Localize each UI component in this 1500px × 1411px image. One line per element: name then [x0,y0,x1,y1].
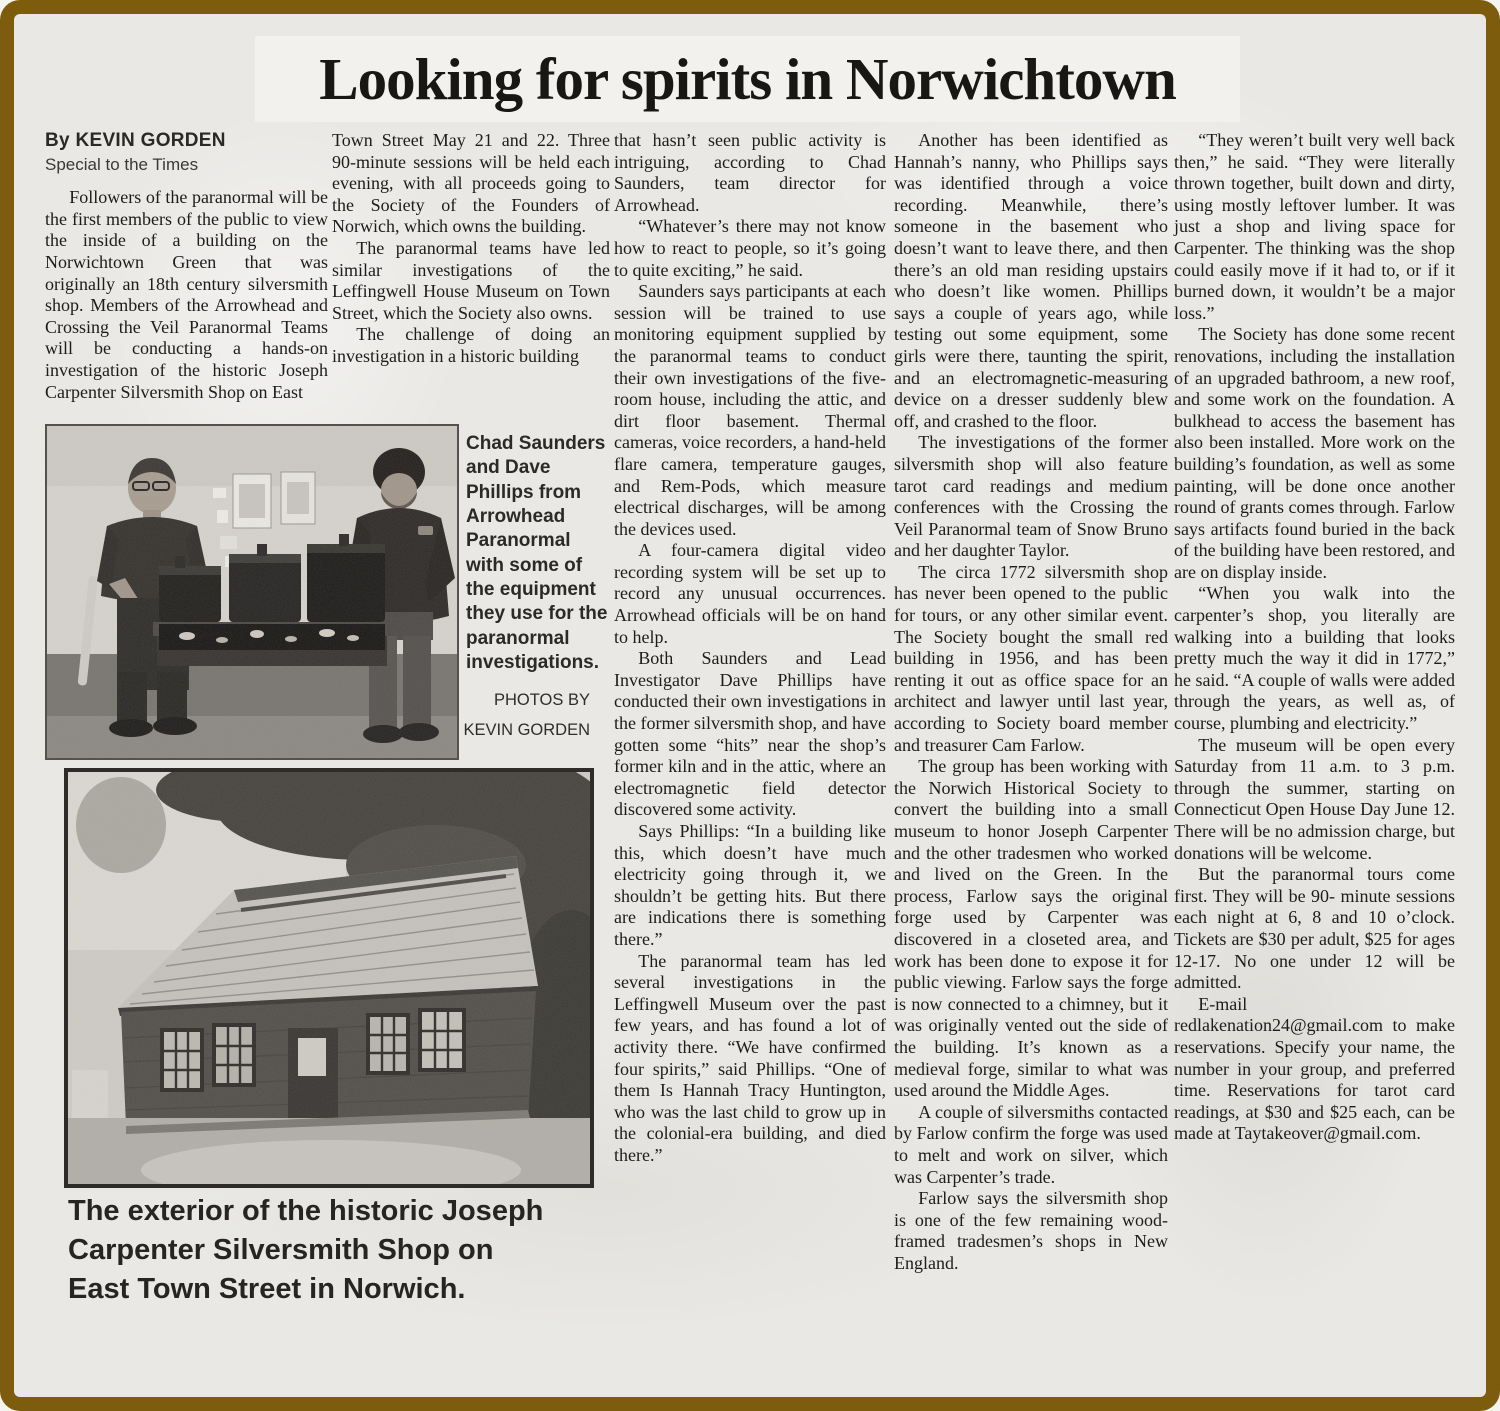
article-paragraph: The Society has done some recent renovations, including the installation of an upgraded bathroom, a new roof, and some work on the foundation. A bulkhead to access the basement has also been installed. More work on the building’s foundation, as well as some painting, will be done once another round of grants comes through. Farlow says artifacts found buried in the back of the building have been restored, and are on display inside. [1174,324,1455,582]
article-paragraph: The paranormal teams have led similar investigations of the Leffingwell House Museum on Town Street, which the Society also owns. [332,237,610,323]
article-paragraph: The challenge of doing an investigation in a historic building [332,324,610,366]
byline-author: By KEVIN GORDEN [45,130,226,151]
article-paragraph: The group has been working with the Norwich Historical Society to convert the building into a small museum to honor Joseph Carpenter and the other tradesmen who worked and lived on the Green. In the process, Farlow says the original forge used by Carpenter was discovered in a closeted area, and work has been done to expose it for public viewing. Farlow says the forge is now connected to a chimney, but it was originally vented out the side of the building. It’s known as a medieval forge, similar to what was used around the Middle Ages. [894,756,1168,1101]
article-paragraph: The circa 1772 silversmith shop has never been opened to the public for tours, or any other similar event. The Society bought the small red building in 1956, and has been renting it out as office space for an architect and lawyer until last year, according to Society board member and treasurer Cam Farlow. [894,561,1168,755]
article-paragraph: Saunders says participants at each session will be trained to use monitoring equipment supplied by the paranormal teams to conduct their own investigations of the five-room house, including the attic, and dirt floor basement. Thermal cameras, voice recorders, a hand-held flare camera, temperature gauges, and Rem-Pods, which measure electrical discharges, will be among the devices used. [614,281,886,539]
article-paragraph: The investigations of the former silversmith shop will also feature tarot card readings and medium conferences with the Crossing the Veil Paranormal team of Snow Bruno and her daughter Taylor. [894,432,1168,561]
article-paragraph: Followers of the paranormal will be the first members of the public to view the inside of a building on the Norwichtown Green that was originally an 18th century silversmith shop. Members of the Arrowhead and Crossing the Veil Paranormal Teams will be conducting a hands-on investigation of the historic Joseph Carpenter Silversmith Shop on East [45,187,328,402]
article-paragraph: The museum will be open every Saturday from 11 a.m. to 3 p.m. through the summer, starting on Connecticut Open House Day June 12. There will be no admission charge, but donations will be welcome. [1174,734,1455,863]
article-paragraph: Town Street May 21 and 22. Three 90-minute sessions will be held each evening, with all proceeds going to the Society of the Founders of Norwich, which owns the building. [332,130,610,237]
column-5-text [1174,130,1455,1145]
article-column-5 [1174,130,1455,1145]
article-column-1 [45,130,328,403]
column-2-text [332,130,610,368]
headline-strip [255,36,1240,122]
column-3-text [614,130,886,1167]
article-paragraph: “Whatever’s there may not know how to react to people, so it’s going to quite exciting,” he said. [614,216,886,280]
article-paragraph: that hasn’t seen public activity is intriguing, according to Chad Saunders, team director for Arrowhead. [614,130,886,215]
article-paragraph: A four-camera digital video recording system will be set up to record any unusual occurrences. Arrowhead officials will be on hand to help. [614,540,886,647]
article-column-4 [894,130,1168,1274]
article-paragraph: Another has been identified as Hannah’s nanny, who Phillips says was identified through a voice recording. Meanwhile, there’s someone in the basement who doesn’t want to leave there, and then there’s an old man residing upstairs who doesn’t like women. Phillips says a couple of years ago, while testing out some equipment, some girls were there, taunting the spirit, and an electromagnetic-measuring device on a dresser suddenly blew off, and crashed to the floor. [894,130,1168,431]
column-4-text [894,130,1168,1274]
photo-investigators-illustration [47,426,457,758]
article-column-2 [332,130,610,368]
article-paragraph: “When you walk into the carpenter’s shop, you literally are walking into a building that looks pretty much the way it did in 1772,” he said. “A couple of walls were added through the years, as well as, of course, plumbing and electricity.” [1174,583,1455,734]
photo-house-illustration [66,770,592,1186]
photo2-caption: The exterior of the historic Joseph Carpenter Silversmith Shop on East Town Street in Norwich. [68,1195,544,1305]
byline-role: Special to the Times [45,154,199,174]
article-paragraph: A couple of silversmiths contacted by Farlow confirm the forge was used to melt and work on silver, which was Carpenter’s trade. [894,1101,1168,1187]
photo-house-exterior [64,768,594,1188]
article-paragraph: But the paranormal tours come first. They will be 90- minute sessions each night at 6, 8 and 10 o’clock. Tickets are $30 per adult, $25 for ages 12-17. No one under 12 will be admitted. [1174,864,1455,993]
article-paragraph: Farlow says the silversmith shop is one of the few remaining wood-framed tradesmen’s shops in New England. [894,1188,1168,1273]
article-paragraph: Says Phillips: “In a building like this, which doesn’t have much electricity going through it, we shouldn’t be getting hits. But there are indications there is something there.” [614,821,886,949]
photo-credit-line2: KEVIN GORDEN [463,720,590,739]
article-paragraph: Both Saunders and Lead Investigator Dave Phillips have conducted their own investigations in the former silversmith shop, and have gotten some “hits” near the shop’s former kiln and in the attic, where an electromagnetic field detector discovered some activity. [614,648,886,820]
photo-investigators [45,424,459,760]
article-paragraph: “They weren’t built very well back then,” he said. “They were literally thrown together, built down and dirty, using mostly leftover lumber. It was just a shop and living space for Carpenter. The thinking was the shop could easily move if it had to, or if it burned down, it wouldn’t be a major loss.” [1174,130,1455,323]
photo-credit [430,686,590,745]
photo-credit-line1: PHOTOS BY [494,691,590,709]
article-headline: Looking for spirits in Norwichtown [319,45,1176,112]
newspaper-page [14,14,1486,1397]
photo1-caption: Chad Saunders and Dave Phillips from Arrowhead Paranormal with some of the equipment they use for the paranormal investigations. [466,433,608,673]
article-paragraph: The paranormal team has led several investigations in the Leffingwell Museum over the past few years, and has found a lot of activity there. “We have confirmed four spirits,” said Phillips. “One of them Is Hannah Tracy Huntington, who was the last child to grow up in the colonial-era building, and died there.” [614,950,886,1165]
article-paragraph: E-mail redlakenation24@gmail.com to make reservations. Specify your name, the number in your group, and preferred time. Reservations for tarot card readings, at $30 and $25 each, can be made at Taytakeover@gmail.com. [1174,993,1455,1144]
column-1-text [45,187,328,403]
byline [45,130,328,175]
article-column-3 [614,130,886,1167]
